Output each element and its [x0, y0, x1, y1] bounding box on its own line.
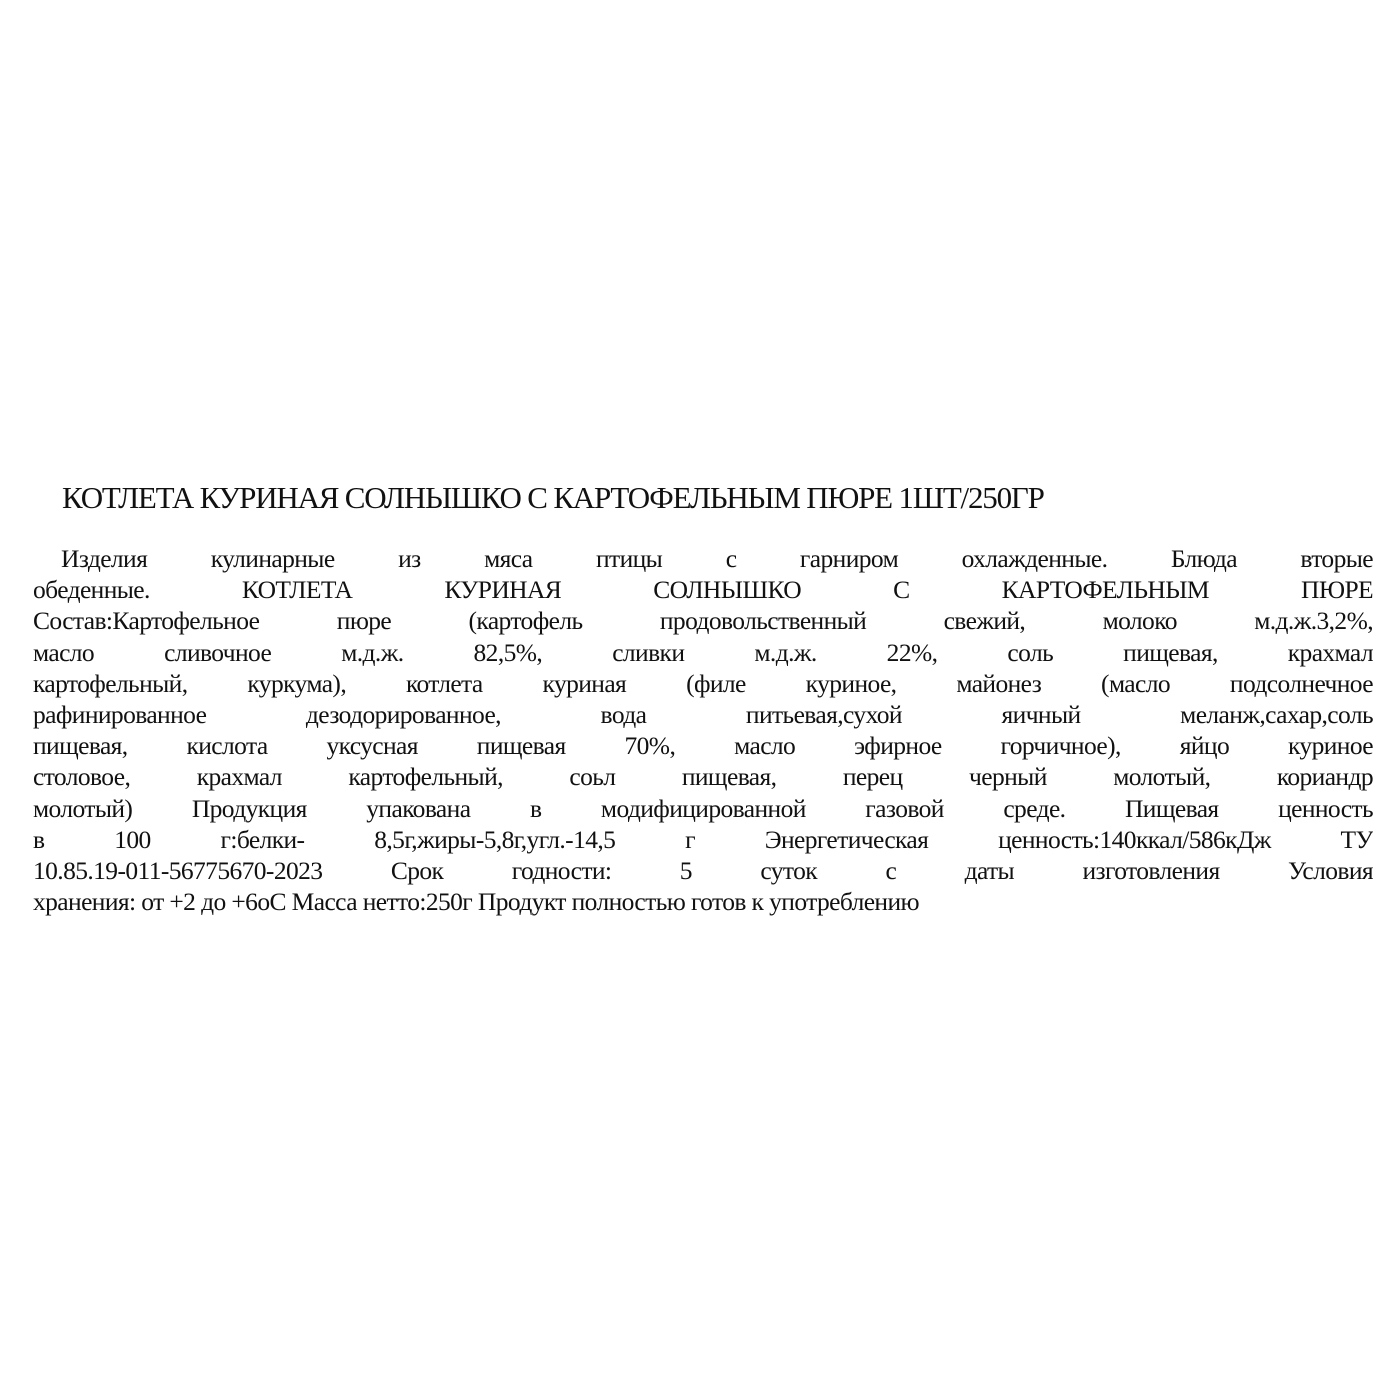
description-line: хранения: от +2 до +6оС Масса нетто:250г Продукт полностью готов к употреблению [33, 887, 919, 917]
description-line: пищевая, кислота уксусная пищевая 70%, масло эфирное горчичное), яйцо куриное [33, 731, 1373, 761]
product-description [33, 543, 1373, 917]
description-line: молотый) Продукция упакована в модифицированной газовой среде. Пищевая ценность [33, 793, 1373, 823]
description-line: рафинированное дезодорированное, вода питьевая,сухой яичный меланж,сахар,соль [33, 699, 1373, 729]
description-line: масло сливочное м.д.ж. 82,5%, сливки м.д.ж. 22%, соль пищевая, крахмал [33, 637, 1373, 667]
description-line: столовое, крахмал картофельный, соьл пищевая, перец черный молотый, кориандр [33, 762, 1373, 792]
description-line: 10.85.19-011-56775670-2023 Срок годности: 5 суток с даты изготовления Условия [33, 855, 1373, 885]
description-line: Изделия кулинарные из мяса птицы с гарниром охлажденные. Блюда вторые [61, 544, 1373, 573]
description-line: Состав:Картофельное пюре (картофель продовольственный свежий, молоко м.д.ж.3,2%, [33, 606, 1373, 636]
description-line: картофельный, куркума), котлета куриная (филе куриное, майонез (масло подсолнечное [33, 668, 1373, 698]
description-line: в 100 г:белки- 8,5г,жиры-5,8г,угл.-14,5 г Энергетическая ценность:140ккал/586кДж ТУ [33, 824, 1373, 854]
product-title: КОТЛЕТА КУРИНАЯ СОЛНЫШКО С КАРТОФЕЛЬНЫМ ПЮРЕ 1ШТ/250ГР [62, 480, 1044, 515]
description-line: обеденные. КОТЛЕТА КУРИНАЯ СОЛНЫШКО С КАРТОФЕЛЬНЫМ ПЮРЕ [33, 575, 1373, 605]
